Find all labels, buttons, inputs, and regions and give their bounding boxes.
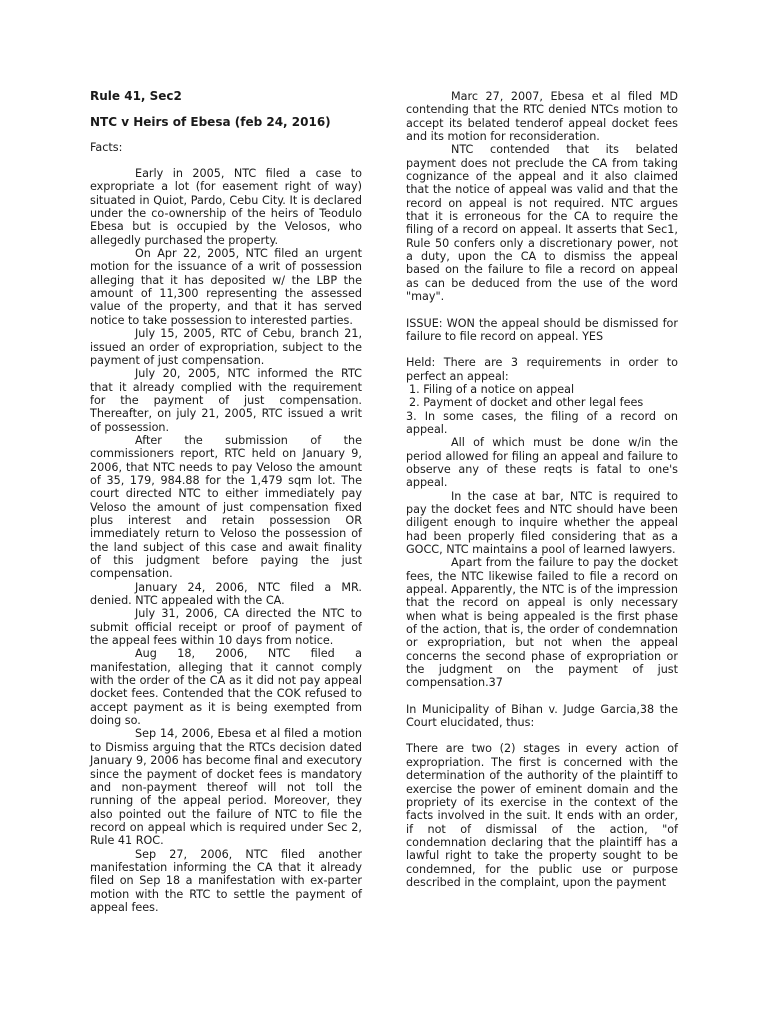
held-paragraph: All of which must be done w/in the period allowed for filing an appeal and failure to observe any of these reqts is fatal to one's appeal. bbox=[406, 436, 678, 490]
facts-paragraph: Aug 18, 2006, NTC filed a manifestation, alleging that it cannot comply with the order of the CA as it did not pay appeal docket fees. Contended that the COK refused to accept payment as it is being exempted from doing so. bbox=[90, 647, 362, 728]
facts-paragraph: Sep 27, 2006, NTC filed another manifestation informing the CA that it already filed on Sep 18 a manifestation with ex-parter motion with the RTC to settle the payment of appeal fees. bbox=[90, 847, 362, 914]
two-stages-quote: There are two (2) stages in every action of expropriation. The first is concerned with the determination of the authority of the plaintiff to exercise the power of eminent domain and the propriety of its exercise in the context of the facts involved in the suit. It ends with an order, if not of dismissal of the action, "of condemnation declaring that the plaintiff has a lawful right to take the property sought to be condemned, for the public use or purpose described in the complaint, upon the payment bbox=[406, 742, 678, 889]
issue-statement: ISSUE: WON the appeal should be dismissed for failure to file record on appeal. YES bbox=[406, 316, 678, 343]
municipality-citation: In Municipality of Bihan v. Judge Garcia,38 the Court elucidated, thus: bbox=[406, 702, 678, 730]
case-title: NTC v Heirs of Ebesa (feb 24, 2016) bbox=[90, 115, 331, 130]
facts-label: Facts: bbox=[90, 140, 123, 154]
facts-paragraph: After the submission of the commissioners report, RTC held on January 9, 2006, that NTC needs to pay Veloso the amount of 35, 179, 984.88 for the 1,479 sqm lot. The court directed NTC to either immediately pay Veloso the amount of just compensation fixed plus interest and retain possession OR immediately return to Veloso the possession of the land subject of this case and await finality of this judgment before paying the just compensation. bbox=[90, 433, 362, 581]
facts-paragraph: Marc 27, 2007, Ebesa et al filed MD contending that the RTC denied NTCs motion to accept its belated tenderof appeal docket fees and its motion for reconsideration. bbox=[406, 90, 678, 144]
rule-heading: Rule 41, Sec2 bbox=[90, 89, 182, 103]
held-paragraph: In the case at bar, NTC is required to pay the docket fees and NTC should have been diligent enough to inquire whether the appeal had been properly filed considering that as a GOCC, NTC maintains a pool of learned lawyers. bbox=[406, 489, 678, 556]
held-list-item: 2. Payment of docket and other legal fees bbox=[409, 396, 644, 410]
held-intro: Held: There are 3 requirements in order to perfect an appeal: bbox=[406, 356, 678, 383]
facts-paragraph: January 24, 2006, NTC filed a MR. denied. NTC appealed with the CA. bbox=[90, 580, 362, 608]
facts-paragraph: NTC contended that its belated payment does not preclude the CA from taking cognizance of the appeal and it also claimed that the notice of appeal was valid and that the record on appeal is not required. NTC argues that it is erroneous for the CA to require the filing of a record on appeal. It asserts that Sec1, Rule 50 confers only a discretionary power, not a duty, upon the CA to dismiss the appeal based on the failure to file a record on appeal as can be deduced from the use of the word "may". bbox=[406, 143, 678, 304]
facts-paragraph: July 20, 2005, NTC informed the RTC that it already complied with the requirement for the payment of just compensation. Thereafter, on july 21, 2005, RTC issued a writ of possession. bbox=[90, 367, 362, 434]
right-column bbox=[406, 90, 678, 889]
held-list-item: 1. Filing of a notice on appeal bbox=[409, 382, 575, 396]
facts-paragraph: July 31, 2006, CA directed the NTC to submit official receipt or proof of payment of the appeal fees within 10 days from notice. bbox=[90, 607, 362, 648]
facts-paragraph: Sep 14, 2006, Ebesa et al filed a motion to Dismiss arguing that the RTCs decision dated January 9, 2006 has become final and executory since the payment of docket fees is mandatory and non-payment thereof will not toll the running of the appeal period. Moreover, they also pointed out the failure of NTC to file the record on appeal which is required under Sec 2, Rule 41 ROC. bbox=[90, 727, 362, 848]
facts-paragraph: July 15, 2005, RTC of Cebu, branch 21, issued an order of expropriation, subject to the payment of just compensation. bbox=[90, 327, 362, 367]
held-paragraph: Apart from the failure to pay the docket fees, the NTC likewise failed to file a record on appeal. Apparently, the NTC is of the impression that the record on appeal is only necessary when what is being appealed is the first phase of the action, that is, the order of condemnation or expropriation, but not when the appeal concerns the second phase of expropriation or the judgment on the payment of just compensation.37 bbox=[406, 556, 678, 690]
held-list-item: 3. In some cases, the filing of a record on appeal. bbox=[406, 409, 678, 436]
facts-paragraph: Early in 2005, NTC filed a case to expropriate a lot (for easement right of way) situated in Quiot, Pardo, Cebu City. It is declared under the co-ownership of the heirs of Teodulo Ebesa but is occupied by the Velosos, who allegedly purchased the property. bbox=[90, 167, 362, 247]
left-column bbox=[90, 90, 362, 914]
facts-paragraph: On Apr 22, 2005, NTC filed an urgent motion for the issuance of a writ of possession alleging that it has deposited w/ the LBP the amount of 11,300 representing the assessed value of the property, and that it has served notice to take possession to interested parties. bbox=[90, 247, 362, 327]
